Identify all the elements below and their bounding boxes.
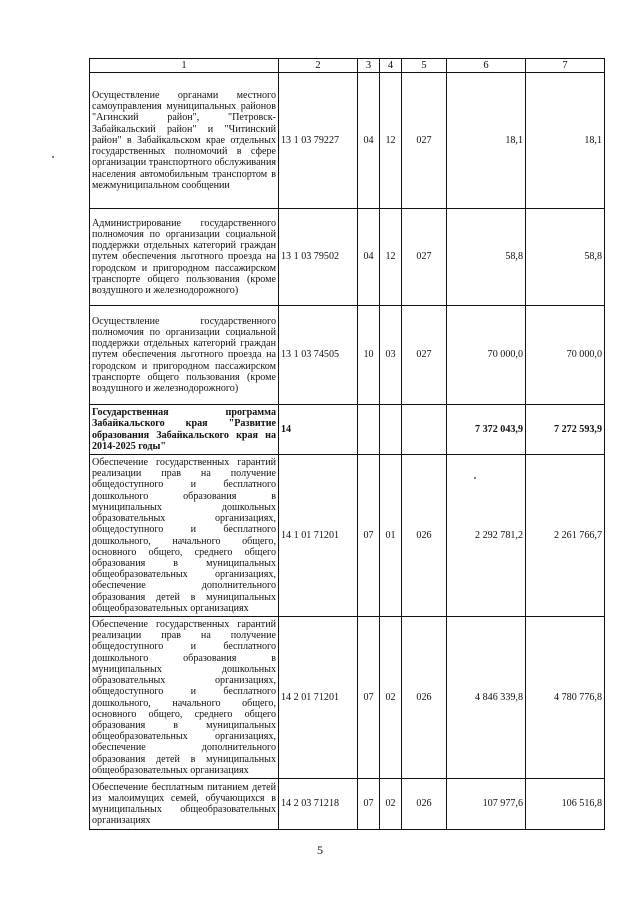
row-amount-7: 70 000,0 (526, 306, 605, 405)
header-row (90, 59, 605, 73)
row-section: 07 (358, 455, 380, 617)
row-description: Обеспечение бесплатным питанием детей из малоимущих семей, обучающихся в муниципальных общеобразовательных организациях (90, 779, 279, 830)
row-description: Администрирование государственного полномочия по организации социальной поддержки отдельных категорий граждан путем обеспечения льготного проезда на городском и пригородном пассажирском транспорте общего пользования (кроме воздушного и железнодорожного) (90, 209, 279, 306)
row-amount-6: 2 292 781,2 (447, 455, 526, 617)
column-header-6: 6 (447, 59, 526, 73)
row-subsection: 02 (380, 617, 402, 779)
row-subsection: 01 (380, 455, 402, 617)
column-header-7: 7 (526, 59, 605, 73)
scan-speck (52, 156, 54, 158)
row-amount-7: 2 261 766,7 (526, 455, 605, 617)
column-header-3: 3 (358, 59, 380, 73)
row-subsection: 03 (380, 306, 402, 405)
row-description: Осуществление органами местного самоуправления муниципальных районов "Агинский район", "Петровск-Забайкальский район" и "Читинский район" в Забайкальском крае отдельных государственных полномочий в сфере организации транспортного обслуживания населения автомобильным транспортом в межмуниципальном сообщении (90, 73, 279, 209)
row-description: Обеспечение государственных гарантий реализации прав на получение общедоступного и бесплатного дошкольного образования в муниципальных дошкольных образовательных организациях, общедоступного и бесплатного дошкольного, начального общего, основного общего, среднего общего образования в муниципальных общеобразовательных организациях, обеспечение дополнительного образования детей в муниципальных общеобразовательных организациях (90, 455, 279, 617)
row-subsection: 12 (380, 209, 402, 306)
row-amount-6: 4 846 339,8 (447, 617, 526, 779)
program-code: 14 (279, 405, 358, 455)
row-subsection: 12 (380, 73, 402, 209)
row-type: 026 (402, 779, 447, 830)
row-code: 13 1 03 79227 (279, 73, 358, 209)
table-row (90, 779, 605, 830)
column-header-1: 1 (90, 59, 279, 73)
row-type: 026 (402, 617, 447, 779)
table-row (90, 209, 605, 306)
page-number: 5 (317, 843, 323, 857)
column-header-4: 4 (380, 59, 402, 73)
row-type: 027 (402, 73, 447, 209)
table-row (90, 455, 605, 617)
row-code: 14 1 01 71201 (279, 455, 358, 617)
row-section: 07 (358, 779, 380, 830)
row-amount-6: 70 000,0 (447, 306, 526, 405)
column-header-5: 5 (402, 59, 447, 73)
program-title: Государственная программа Забайкальского края "Развитие образования Забайкальского края на 2014-2025 годы" (90, 405, 279, 455)
row-amount-6: 107 977,6 (447, 779, 526, 830)
scan-speck (474, 477, 476, 479)
row-amount-6: 58,8 (447, 209, 526, 306)
row-amount-7: 58,8 (526, 209, 605, 306)
row-subsection (380, 405, 402, 455)
row-section (358, 405, 380, 455)
table-row (90, 617, 605, 779)
row-subsection: 02 (380, 779, 402, 830)
row-section: 07 (358, 617, 380, 779)
row-type: 026 (402, 455, 447, 617)
row-description: Осуществление государственного полномочия по организации социальной поддержки отдельных категорий граждан путем обеспечения льготного проезда на городском и пригородном пассажирском транспорте общего пользования (кроме воздушного и железнодорожного) (90, 306, 279, 405)
table-row (90, 73, 605, 209)
row-code: 14 2 01 71201 (279, 617, 358, 779)
column-header-2: 2 (279, 59, 358, 73)
row-type: 027 (402, 306, 447, 405)
row-description: Обеспечение государственных гарантий реализации прав на получение общедоступного и бесплатного дошкольного образования в муниципальных дошкольных образовательных организациях, общедоступного и бесплатного дошкольного, начального общего, основного общего, среднего общего образования в муниципальных общеобразовательных организациях, обеспечение дополнительного образования детей в муниципальных общеобразовательных организациях (90, 617, 279, 779)
program-amount-6: 7 372 043,9 (447, 405, 526, 455)
row-type: 027 (402, 209, 447, 306)
row-section: 04 (358, 73, 380, 209)
row-section: 10 (358, 306, 380, 405)
row-code: 13 1 03 74505 (279, 306, 358, 405)
row-amount-7: 106 516,8 (526, 779, 605, 830)
budget-table (89, 58, 605, 830)
row-amount-6: 18,1 (447, 73, 526, 209)
program-amount-7: 7 272 593,9 (526, 405, 605, 455)
row-amount-7: 4 780 776,8 (526, 617, 605, 779)
table-row (90, 306, 605, 405)
row-amount-7: 18,1 (526, 73, 605, 209)
row-code: 13 1 03 79502 (279, 209, 358, 306)
row-code: 14 2 03 71218 (279, 779, 358, 830)
row-type (402, 405, 447, 455)
row-section: 04 (358, 209, 380, 306)
program-row (90, 405, 605, 455)
